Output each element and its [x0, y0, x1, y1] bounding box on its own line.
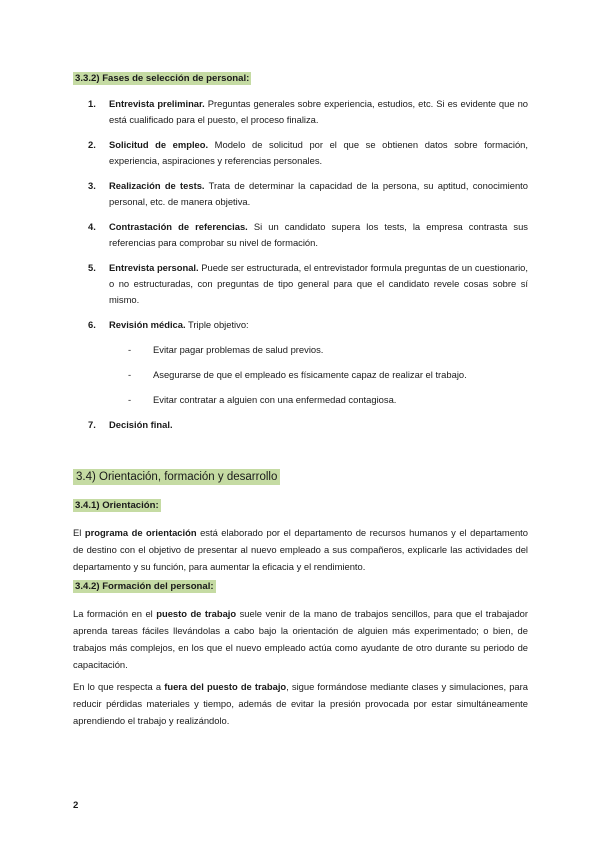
list-item: 1. Entrevista preliminar. Preguntas generales sobre experiencia, estudios, etc. Si es evidente que no está cualificado para el puesto, el proceso finaliza. [88, 98, 528, 125]
list-item: 7. Decisión final. [88, 419, 173, 430]
heading-3-4: 3.4) Orientación, formación y desarrollo [73, 471, 280, 483]
selection-phases-list [73, 96, 528, 442]
training-paragraph-1: La formación en el puesto de trabajo suele venir de la mano de trabajos sencillos, para que el trabajador aprenda tareas fáciles llevándolas a cabo bajo la orientación de alguien más experimentado; o bien, de trabajos más complejos, en los que el nuevo empleado actúa como ayudante de otro durante su periodo de capacitación. [73, 608, 529, 670]
medical-objectives-list [109, 342, 528, 408]
orientation-paragraph: El programa de orientación está elaborado por el departamento de recursos humanos y el departamento de destino con el objetivo de presentar al nuevo empleado a sus compañeros, explicarle las actividades del departamento y su función, para aumentar la eficacia y el rendimiento. [73, 527, 528, 572]
sub-list-item: - Evitar contratar a alguien con una enfermedad contagiosa. [128, 394, 397, 405]
sub-list-item: - Evitar pagar problemas de salud previos. [128, 344, 324, 355]
list-item: 3. Realización de tests. Trata de determinar la capacidad de la persona, su aptitud, conocimiento personal, etc. de manera objetiva. [88, 180, 528, 207]
page-number: 2 [73, 800, 79, 811]
heading-3-4-1: 3.4.1) Orientación: [75, 500, 159, 511]
list-item: 4. Contrastación de referencias. Si un candidato supera los tests, la empresa contrasta sus referencias para comprobar su nivel de formación. [88, 221, 528, 248]
list-item: 5. Entrevista personal. Puede ser estructurada, el entrevistador formula preguntas de un cuestionario, o no estructuradas, con preguntas de tipo general para que el candidato revele cosas sobre sí mismo. [88, 262, 528, 305]
list-item: 6. Revisión médica. Triple objetivo: - Evitar pagar problemas de salud previos. - Asegurarse de que el empleado es físicamente capaz de realizar el trabajo. - Evitar contratar a alguien con una enfermedad contagiosa. [73, 317, 528, 408]
heading-3-3-2: 3.3.2) Fases de selección de personal: [75, 73, 250, 84]
heading-3-4-2: 3.4.2) Formación del personal: [75, 581, 214, 592]
sub-list-item: - Asegurarse de que el empleado es físicamente capaz de realizar el trabajo. [128, 369, 467, 380]
training-paragraph-2: En lo que respecta a fuera del puesto de trabajo, sigue formándose mediante clases y simulaciones, para reducir pérdidas materiales y tiempo, además de evitar la presión provocada por estar simultáneamente aprendiendo el trabajo y realizándolo. [73, 681, 528, 726]
list-item: 2. Solicitud de empleo. Modelo de solicitud por el que se obtienen datos sobre formación, experiencia, aspiraciones y referencias personales. [88, 139, 528, 166]
